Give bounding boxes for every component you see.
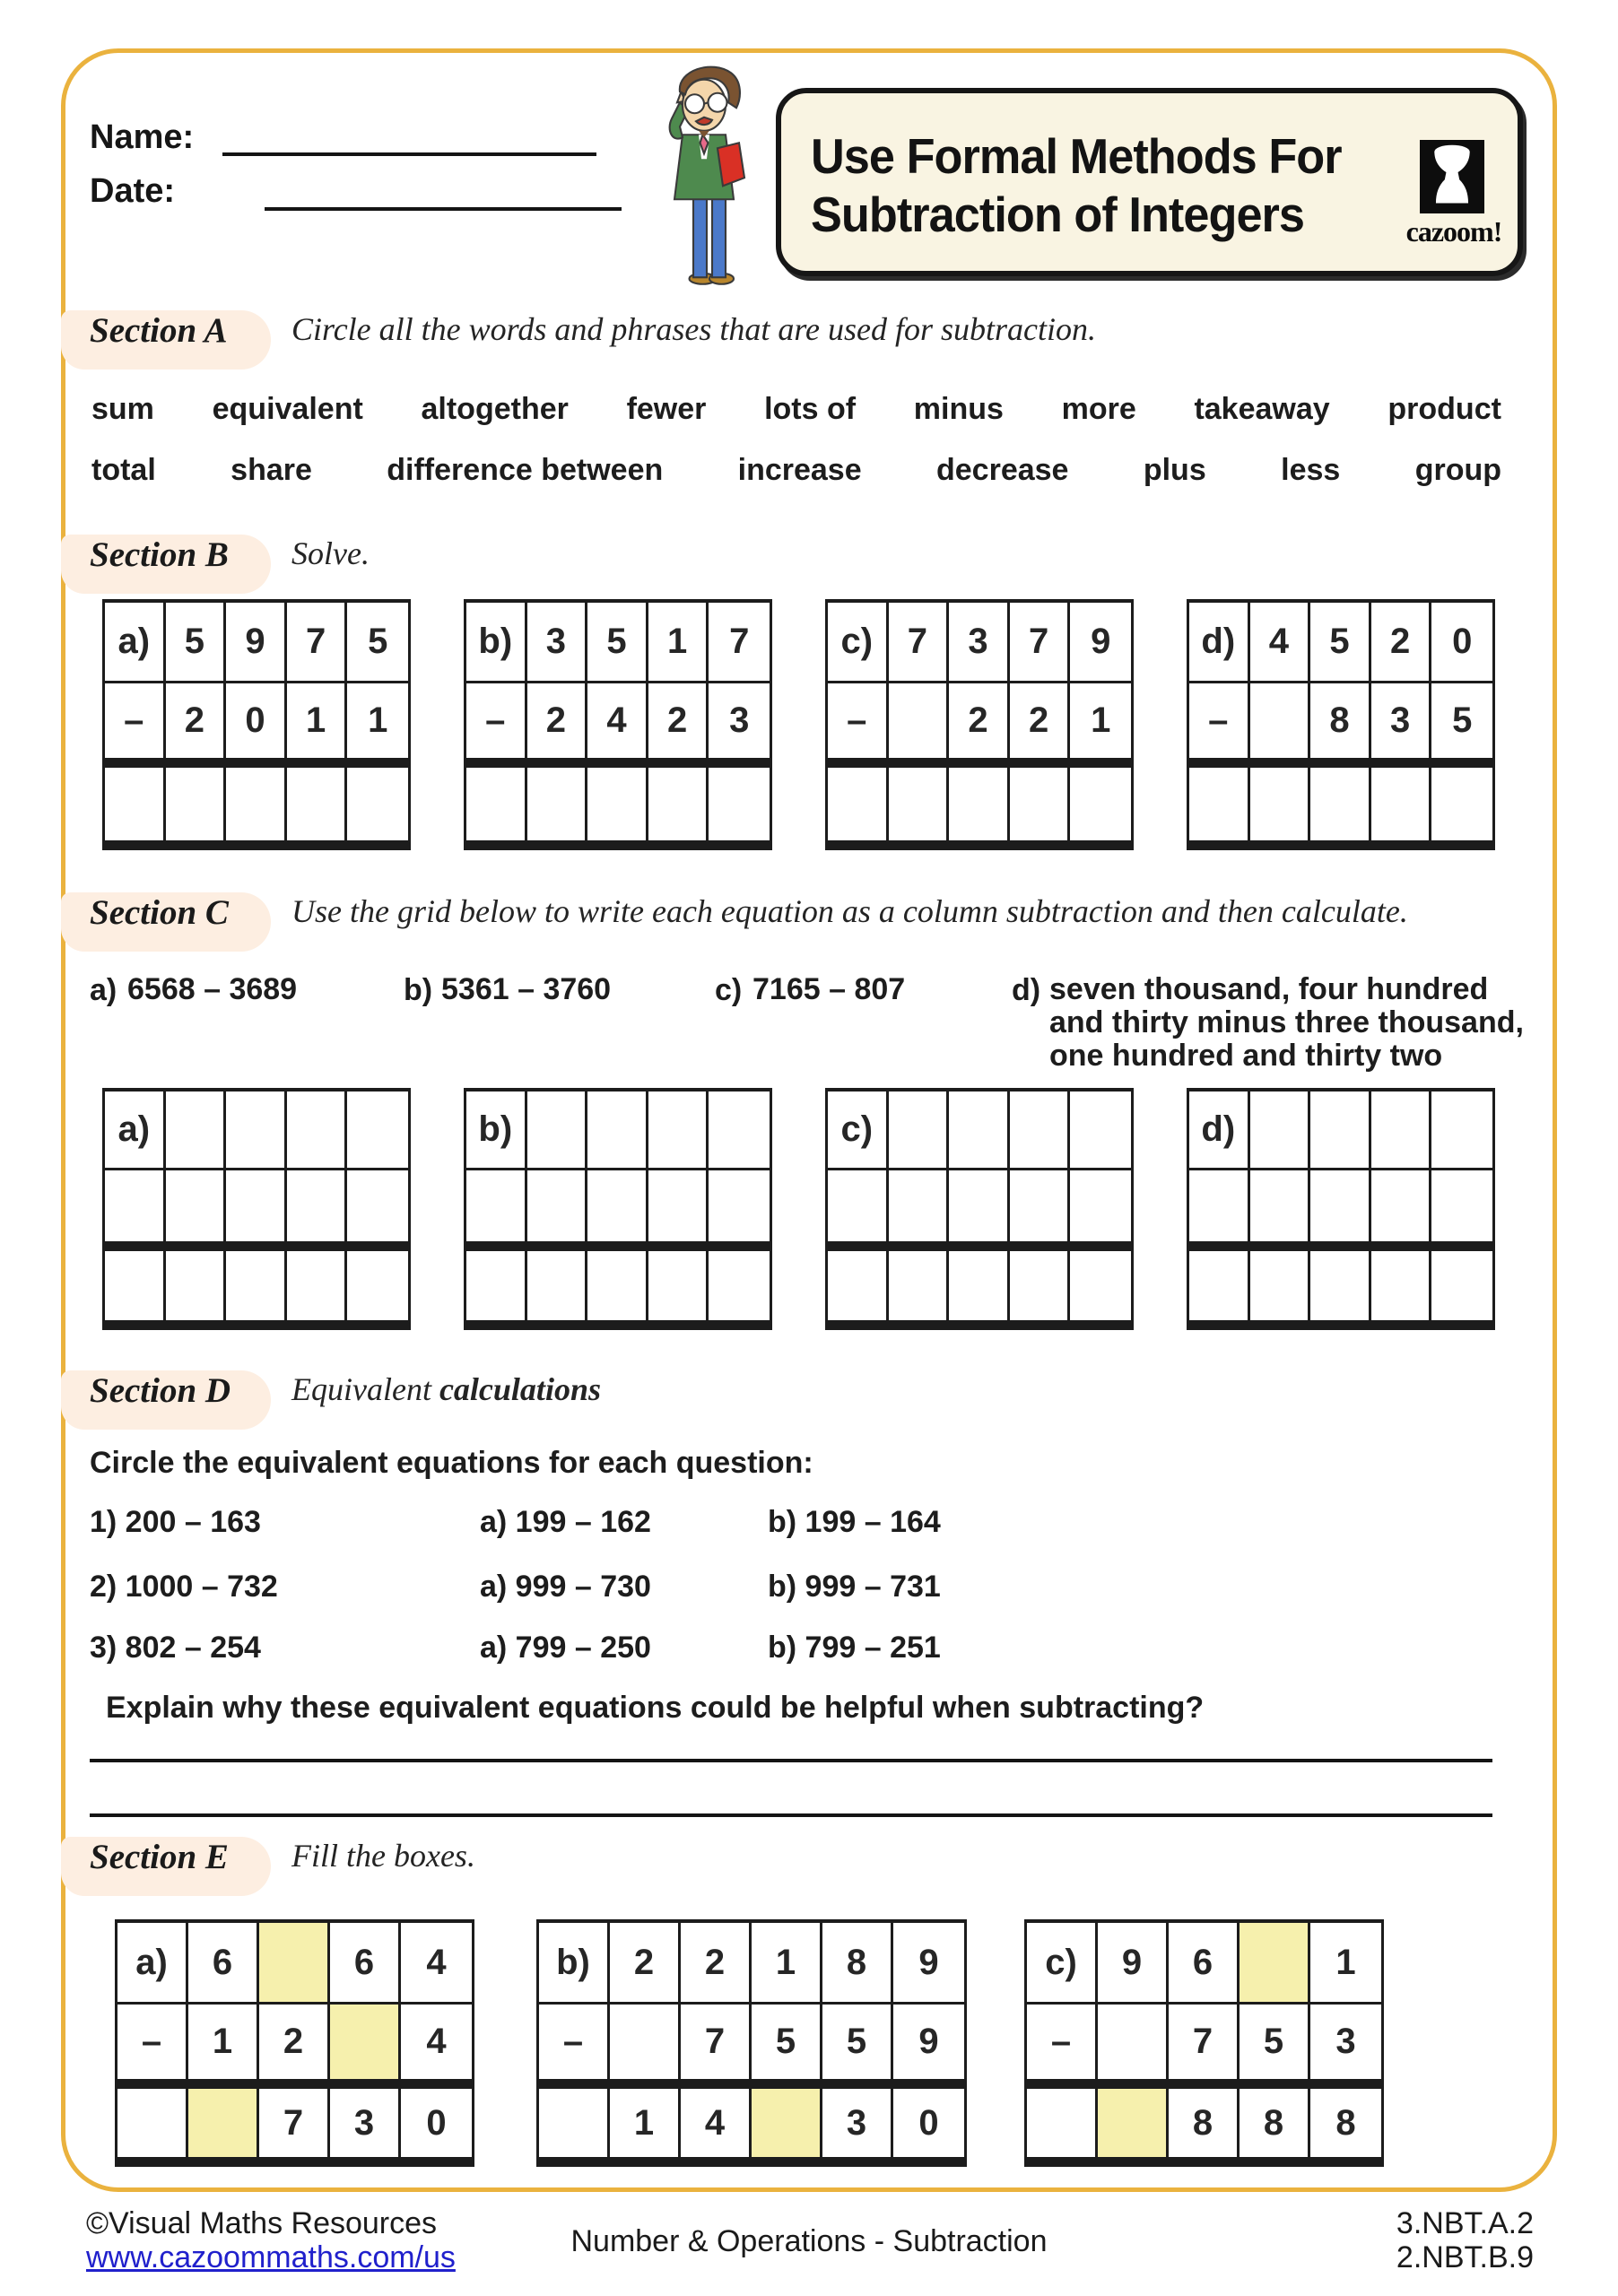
grid-cell-blank[interactable] <box>889 1091 950 1168</box>
drum-icon <box>1420 140 1484 213</box>
grid-cell: 8 <box>1310 681 1371 758</box>
name-line[interactable] <box>222 152 596 156</box>
section-d-instruction-strong: calculations <box>439 1371 601 1407</box>
equation-label: b) <box>404 973 433 1007</box>
word-option[interactable]: share <box>231 453 312 487</box>
grid-cell: – <box>1189 681 1250 758</box>
word-option[interactable]: lots of <box>764 392 857 426</box>
grid-cell-blank[interactable] <box>1431 1241 1492 1320</box>
grid-cell: 5 <box>587 603 648 681</box>
equation-label: c) <box>715 973 743 1007</box>
page-title-line2: Subtraction of Integers <box>811 187 1305 242</box>
grid-cell: 1 <box>287 681 348 758</box>
grid-cell: 8 <box>822 1923 893 2002</box>
grid-cell: 2 <box>610 1923 681 2002</box>
grid-cell-highlight[interactable] <box>1098 2079 1169 2157</box>
word-option[interactable]: altogether <box>421 392 569 426</box>
grid-cell-blank[interactable] <box>889 758 950 840</box>
section-b-pill <box>61 535 271 594</box>
grid-cell: 3 <box>330 2079 401 2157</box>
grid-cell: 2 <box>648 681 709 758</box>
equation-line: 5361 – 3760 <box>441 972 612 1006</box>
grid-cell: 7 <box>889 603 950 681</box>
section-b-label: Section B <box>90 535 229 574</box>
grid-cell-blank[interactable] <box>1431 1168 1492 1241</box>
word-option[interactable]: decrease <box>936 453 1069 487</box>
grid-cell-blank[interactable] <box>1010 1241 1071 1320</box>
grid-cell-blank[interactable] <box>949 758 1010 840</box>
grid-cell: 5 <box>822 2002 893 2079</box>
grid-cell: 2 <box>681 1923 752 2002</box>
grid-cell: – <box>1027 2002 1098 2079</box>
grid-cell-blank[interactable] <box>117 2079 188 2157</box>
grid-cell-blank[interactable] <box>648 1091 709 1168</box>
grid-cell-blank[interactable] <box>166 1241 227 1320</box>
word-option[interactable]: equivalent <box>212 392 363 426</box>
grid-cell: 7 <box>1169 2002 1240 2079</box>
option-b-equation[interactable]: b) 999 – 731 <box>768 1570 941 1604</box>
grid-cell-blank[interactable] <box>105 1241 166 1320</box>
grid-cell: 0 <box>226 681 287 758</box>
equation-text <box>752 973 905 1006</box>
standard-code-2: 2.NBT.B.9 <box>1396 2240 1534 2274</box>
question-equation: 2) 1000 – 732 <box>90 1570 278 1604</box>
grid-cell: 1 <box>752 1923 822 2002</box>
grid-cell: 3 <box>822 2079 893 2157</box>
equation-line: 7165 – 807 <box>752 972 906 1006</box>
grid-cell: 3 <box>1310 2002 1381 2079</box>
grid-cell: d) <box>1189 1091 1250 1168</box>
grid-cell-blank[interactable] <box>610 2002 681 2079</box>
answer-line-1[interactable] <box>90 1759 1492 1762</box>
grid-cell-blank[interactable] <box>1310 1241 1371 1320</box>
grid-cell-blank[interactable] <box>587 1241 648 1320</box>
grid-cell: a) <box>105 1091 166 1168</box>
grid-cell: c) <box>828 603 889 681</box>
grid-cell-blank[interactable] <box>1070 1168 1131 1241</box>
grid-cell: – <box>466 681 527 758</box>
grid-cell-blank[interactable] <box>1431 1091 1492 1168</box>
grid-cell: – <box>117 2002 188 2079</box>
grid-cell-blank[interactable] <box>1189 1168 1250 1241</box>
option-a-equation[interactable]: a) 999 – 730 <box>480 1570 651 1604</box>
grid-cell: 0 <box>1452 622 1473 661</box>
grid-cell-blank[interactable] <box>949 1241 1010 1320</box>
section-c-instruction: Use the grid below to write each equation as a column subtraction and then calculate. <box>291 893 1408 929</box>
grid-cell: 4 <box>426 1942 447 1982</box>
grid-cell-blank[interactable] <box>587 758 648 840</box>
grid-cell-blank[interactable] <box>527 1091 588 1168</box>
equation-line: seven thousand, four hundred <box>1049 972 1489 1006</box>
section-d-pill <box>61 1370 271 1430</box>
section-e-instruction: Fill the boxes. <box>291 1838 475 1874</box>
page-title-line1: Use Formal Methods For <box>811 128 1342 184</box>
grid-cell-blank[interactable] <box>1371 758 1432 840</box>
column-subtraction-grid <box>102 599 411 850</box>
grid-cell-blank[interactable] <box>709 1168 770 1241</box>
grid-cell-blank[interactable] <box>949 1091 1010 1168</box>
grid-cell-blank[interactable] <box>287 1241 348 1320</box>
grid-cell-blank[interactable] <box>527 1241 588 1320</box>
grid-cell: – <box>539 2002 610 2079</box>
word-option[interactable]: less <box>1281 453 1341 487</box>
word-option[interactable]: plus <box>1143 453 1206 487</box>
grid-cell: 1 <box>1070 681 1131 758</box>
grid-cell: 9 <box>893 2002 964 2079</box>
word-row-1 <box>91 392 1501 427</box>
option-b-equation[interactable]: b) 199 – 164 <box>768 1505 941 1539</box>
grid-cell-blank[interactable] <box>226 1241 287 1320</box>
option-a-equation[interactable]: a) 799 – 250 <box>480 1631 651 1665</box>
grid-cell-blank[interactable] <box>889 681 950 758</box>
grid-cell-blank[interactable] <box>1070 758 1131 840</box>
grid-cell: b) <box>466 603 527 681</box>
grid-cell: 7 <box>681 2002 752 2079</box>
footer-link[interactable]: www.cazoommaths.com/us <box>86 2240 456 2274</box>
grid-cell: 0 <box>893 2079 964 2157</box>
grid-cell-blank[interactable] <box>889 1241 950 1320</box>
teacher-illustration <box>637 65 771 287</box>
option-a-equation[interactable]: a) 199 – 162 <box>480 1505 651 1539</box>
section-b-instruction: Solve. <box>291 535 370 571</box>
grid-cell: 5 <box>1240 2002 1310 2079</box>
grid-cell-blank[interactable] <box>105 1168 166 1241</box>
grid-cell: 7 <box>287 603 348 681</box>
grid-cell-blank[interactable] <box>105 758 166 840</box>
grid-cell: 0 <box>401 2079 472 2157</box>
question-equation: 3) 802 – 254 <box>90 1631 261 1665</box>
grid-cell-blank[interactable] <box>889 1168 950 1241</box>
grid-cell-blank[interactable] <box>1070 1091 1131 1168</box>
grid-cell-blank[interactable] <box>1250 1168 1311 1241</box>
grid-cell: – <box>105 681 166 758</box>
word-option[interactable]: difference between <box>387 453 664 487</box>
grid-cell: 5 <box>1310 603 1371 681</box>
grid-cell-blank[interactable] <box>1250 681 1311 758</box>
section-e-label: Section E <box>90 1838 229 1876</box>
grid-cell: 7 <box>1010 603 1071 681</box>
column-subtraction-grid <box>1187 599 1495 850</box>
grid-cell-blank[interactable] <box>527 1168 588 1241</box>
grid-cell-blank[interactable] <box>1310 1091 1371 1168</box>
equation-label: a) <box>90 973 117 1007</box>
grid-cell: 5 <box>166 603 227 681</box>
grid-cell-highlight[interactable] <box>1240 1923 1310 2002</box>
grid-cell-blank[interactable] <box>709 1091 770 1168</box>
grid-cell: b) <box>539 1923 610 2002</box>
grid-cell-blank[interactable] <box>648 1168 709 1241</box>
equation-line: and thirty minus three thousand, <box>1049 1005 1524 1039</box>
grid-cell-blank[interactable] <box>226 1091 287 1168</box>
grid-cell: 3 <box>709 681 770 758</box>
grid-cell: 1 <box>188 2002 259 2079</box>
grid-cell: 5 <box>368 622 388 661</box>
title-box <box>776 88 1523 276</box>
grid-cell-blank[interactable] <box>226 758 287 840</box>
grid-cell: 8 <box>1310 2079 1381 2157</box>
grid-cell-blank[interactable] <box>347 1168 408 1241</box>
grid-cell: 2 <box>259 2002 330 2079</box>
section-a-pill <box>61 310 271 370</box>
section-e-pill <box>61 1837 271 1896</box>
grid-cell: 8 <box>1240 2079 1310 2157</box>
section-c-label: Section C <box>90 893 229 932</box>
grid-cell-blank[interactable] <box>1431 758 1492 840</box>
grid-cell: 3 <box>1371 681 1432 758</box>
grid-cell-blank[interactable] <box>287 1091 348 1168</box>
equation-label: d) <box>1012 973 1041 1007</box>
brand-name: cazoom! <box>1405 215 1502 248</box>
equation-text <box>1049 973 1524 1073</box>
section-d-instruction-em: Equivalent <box>291 1371 439 1407</box>
grid-cell-blank[interactable] <box>466 1241 527 1320</box>
footer-subject: Number & Operations - Subtraction <box>570 2224 1048 2258</box>
grid-cell: 4 <box>681 2079 752 2157</box>
grid-cell-blank[interactable] <box>828 758 889 840</box>
grid-cell-blank[interactable] <box>648 1241 709 1320</box>
section-a-instruction: Circle all the words and phrases that are used for subtraction. <box>291 311 1096 347</box>
grid-cell-blank[interactable] <box>347 1091 408 1168</box>
grid-cell-blank[interactable] <box>1189 758 1250 840</box>
section-a-label: Section A <box>90 311 228 350</box>
grid-cell: 4 <box>1250 603 1311 681</box>
grid-cell: c) <box>828 1091 889 1168</box>
grid-cell: 1 <box>648 603 709 681</box>
section-d-label: Section D <box>90 1371 231 1410</box>
grid-cell-blank[interactable] <box>828 1241 889 1320</box>
grid-cell-blank[interactable] <box>166 1168 227 1241</box>
name-label: Name: <box>90 118 195 156</box>
word-option[interactable]: increase <box>737 453 862 487</box>
cazoom-logo <box>1420 140 1484 213</box>
grid-cell: 4 <box>587 681 648 758</box>
grid-cell-blank[interactable] <box>709 758 770 840</box>
grid-cell: 7 <box>259 2079 330 2157</box>
grid-cell-highlight[interactable] <box>188 2079 259 2157</box>
grid-cell: 1 <box>1335 1942 1356 1982</box>
grid-cell-blank[interactable] <box>287 1168 348 1241</box>
grid-cell-blank[interactable] <box>1027 2079 1098 2157</box>
column-subtraction-grid <box>536 1919 967 2167</box>
standard-code-1: 3.NBT.A.2 <box>1396 2206 1534 2240</box>
grid-cell: 7 <box>729 622 750 661</box>
grid-cell-blank[interactable] <box>1250 1091 1311 1168</box>
grid-cell: 9 <box>1098 1923 1169 2002</box>
answer-line-2[interactable] <box>90 1813 1492 1817</box>
word-option[interactable]: total <box>91 453 156 487</box>
grid-cell: 2 <box>1010 681 1071 758</box>
grid-cell-blank[interactable] <box>527 758 588 840</box>
grid-cell: 1 <box>610 2079 681 2157</box>
grid-cell: 5 <box>752 2002 822 2079</box>
option-b-equation[interactable]: b) 799 – 251 <box>768 1631 941 1665</box>
date-label: Date: <box>90 172 176 210</box>
grid-cell-blank[interactable] <box>587 1091 648 1168</box>
grid-cell-blank[interactable] <box>166 758 227 840</box>
word-option[interactable]: minus <box>913 392 1004 426</box>
word-option[interactable]: takeaway <box>1194 392 1330 426</box>
grid-cell-blank[interactable] <box>709 1241 770 1320</box>
word-row-2 <box>91 453 1501 488</box>
grid-cell-blank[interactable] <box>1010 1091 1071 1168</box>
column-subtraction-grid <box>102 1088 411 1330</box>
word-option[interactable]: fewer <box>626 392 707 426</box>
column-subtraction-grid <box>825 1088 1134 1330</box>
grid-cell-blank[interactable] <box>539 2079 610 2157</box>
word-option[interactable]: group <box>1414 453 1501 487</box>
word-option[interactable]: more <box>1061 392 1136 426</box>
grid-cell-highlight[interactable] <box>259 1923 330 2002</box>
grid-cell-blank[interactable] <box>1250 758 1311 840</box>
section-d-prompt: Circle the equivalent equations for each question: <box>90 1446 813 1480</box>
explain-prompt: Explain why these equivalent equations could be helpful when subtracting? <box>106 1691 1205 1725</box>
grid-cell-blank[interactable] <box>949 1168 1010 1241</box>
grid-cell: 9 <box>918 1942 939 1982</box>
grid-cell: – <box>828 681 889 758</box>
equation-text <box>127 973 297 1006</box>
grid-cell: a) <box>105 603 166 681</box>
grid-cell: 4 <box>401 2002 472 2079</box>
grid-cell: 1 <box>347 681 408 758</box>
grid-cell-blank[interactable] <box>1070 1241 1131 1320</box>
grid-cell: 9 <box>1091 622 1111 661</box>
grid-cell: 9 <box>226 603 287 681</box>
grid-cell: c) <box>1027 1923 1098 2002</box>
equation-line: one hundred and thirty two <box>1049 1039 1443 1073</box>
equation-text <box>441 973 611 1006</box>
grid-cell-blank[interactable] <box>1010 1168 1071 1241</box>
column-subtraction-grid <box>464 1088 772 1330</box>
grid-cell: 6 <box>188 1923 259 2002</box>
column-subtraction-grid <box>115 1919 474 2167</box>
grid-cell-blank[interactable] <box>1250 1241 1311 1320</box>
grid-cell-blank[interactable] <box>1098 2002 1169 2079</box>
grid-cell-blank[interactable] <box>347 758 408 840</box>
grid-cell-blank[interactable] <box>1310 758 1371 840</box>
grid-cell: 6 <box>1169 1923 1240 2002</box>
question-equation: 1) 200 – 163 <box>90 1505 261 1539</box>
grid-cell-blank[interactable] <box>828 1168 889 1241</box>
grid-cell: 2 <box>166 681 227 758</box>
column-subtraction-grid <box>1024 1919 1384 2167</box>
grid-cell-highlight[interactable] <box>330 2002 401 2079</box>
grid-cell-blank[interactable] <box>1310 1168 1371 1241</box>
grid-cell: 3 <box>949 603 1010 681</box>
grid-cell-blank[interactable] <box>1189 1241 1250 1320</box>
word-option[interactable]: product <box>1387 392 1501 426</box>
grid-cell-blank[interactable] <box>166 1091 227 1168</box>
grid-cell: d) <box>1189 603 1250 681</box>
grid-cell-blank[interactable] <box>587 1168 648 1241</box>
grid-cell-blank[interactable] <box>226 1168 287 1241</box>
grid-cell: 2 <box>949 681 1010 758</box>
equation-line: 6568 – 3689 <box>127 972 298 1006</box>
grid-cell-blank[interactable] <box>466 758 527 840</box>
section-d-instruction <box>291 1370 601 1430</box>
grid-cell-blank[interactable] <box>287 758 348 840</box>
grid-cell: 5 <box>1431 681 1492 758</box>
column-subtraction-grid <box>825 599 1134 850</box>
grid-cell-blank[interactable] <box>1010 758 1071 840</box>
section-c-pill <box>61 892 271 952</box>
grid-cell-highlight[interactable] <box>752 2079 822 2157</box>
grid-cell: 8 <box>1169 2079 1240 2157</box>
grid-cell-blank[interactable] <box>347 1241 408 1320</box>
date-line[interactable] <box>265 207 622 211</box>
column-subtraction-grid <box>464 599 772 850</box>
word-option[interactable]: sum <box>91 392 154 426</box>
grid-cell: 3 <box>527 603 588 681</box>
footer-copyright: ©Visual Maths Resources <box>86 2206 438 2240</box>
grid-cell: b) <box>466 1091 527 1168</box>
grid-cell-blank[interactable] <box>466 1168 527 1241</box>
grid-cell: 2 <box>1371 603 1432 681</box>
grid-cell: a) <box>117 1923 188 2002</box>
grid-cell-blank[interactable] <box>1371 1168 1432 1241</box>
grid-cell-blank[interactable] <box>1371 1091 1432 1168</box>
grid-cell-blank[interactable] <box>1371 1241 1432 1320</box>
grid-cell-blank[interactable] <box>648 758 709 840</box>
column-subtraction-grid <box>1187 1088 1495 1330</box>
grid-cell: 2 <box>527 681 588 758</box>
grid-cell: 6 <box>330 1923 401 2002</box>
